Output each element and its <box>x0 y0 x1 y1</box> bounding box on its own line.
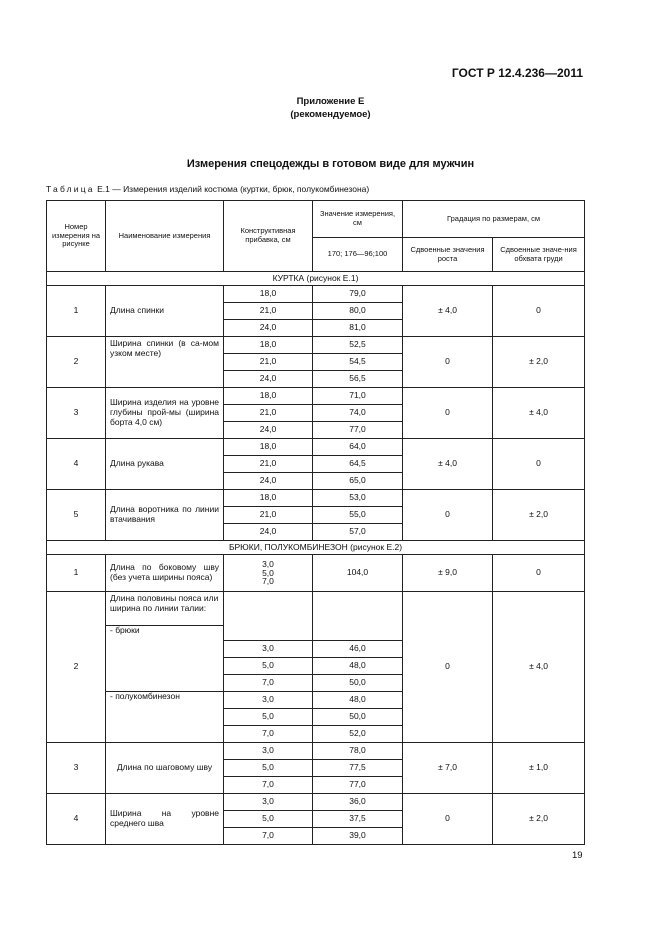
grad-chest-cell: 0 <box>493 439 585 490</box>
value-cell: 74,0 <box>313 405 403 422</box>
value-cell: 78,0 <box>313 743 403 760</box>
row-number: 5 <box>47 490 106 541</box>
header-value: Значение измерения, см <box>313 201 403 238</box>
allowance-cell: 18,0 <box>224 286 313 303</box>
value-cell: 50,0 <box>313 709 403 726</box>
allowance-value: 5,0 <box>262 567 274 578</box>
document-standard-number: ГОСТ Р 12.4.236—2011 <box>451 66 583 80</box>
value-cell: 104,0 <box>313 555 403 592</box>
allowance-cell: 24,0 <box>224 320 313 337</box>
value-cell: 36,0 <box>313 794 403 811</box>
allowance-cell: 7,0 <box>224 726 313 743</box>
page-number: 19 <box>572 850 583 861</box>
value-cell: 64,0 <box>313 439 403 456</box>
row-number: 4 <box>47 794 106 845</box>
row-name: Длина спинки <box>106 286 224 337</box>
grad-height-cell: 0 <box>403 592 493 743</box>
value-cell: 53,0 <box>313 490 403 507</box>
sub-item-overalls: - полукомбинезон <box>106 692 224 743</box>
grad-chest-cell: ± 2,0 <box>493 794 585 845</box>
value-cell: 52,0 <box>313 726 403 743</box>
value-cell: 39,0 <box>313 828 403 845</box>
allowance-cell: 21,0 <box>224 303 313 320</box>
grad-height-cell: 0 <box>403 337 493 388</box>
row-number: 1 <box>47 286 106 337</box>
row-number: 4 <box>47 439 106 490</box>
allowance-cell: 24,0 <box>224 473 313 490</box>
grad-height-cell: 0 <box>403 388 493 439</box>
allowance-cell: 24,0 <box>224 422 313 439</box>
header-grad-height: Сдвоенные значения роста <box>403 238 493 272</box>
table-caption <box>46 184 369 194</box>
row-name: Ширина спинки (в са-мом узком месте) <box>106 337 224 388</box>
value-cell: 55,0 <box>313 507 403 524</box>
allowance-cell: 7,0 <box>224 777 313 794</box>
value-cell: 65,0 <box>313 473 403 490</box>
section-trousers-title: БРЮКИ, ПОЛУКОМБИНЕЗОН (рисунок Е.2) <box>47 541 585 555</box>
allowance-stack <box>224 555 313 592</box>
allowance-cell: 7,0 <box>224 675 313 692</box>
header-allowance: Конструктивная прибавка, см <box>224 201 313 272</box>
row-number: 3 <box>47 388 106 439</box>
row-name: Длина рукава <box>106 439 224 490</box>
value-cell: 54,5 <box>313 354 403 371</box>
row-name: Ширина изделия на уровне глубины прой-мы (ширина борта 4,0 см) <box>106 388 224 439</box>
grad-height-cell: ± 7,0 <box>403 743 493 794</box>
table-caption-prefix: Таблица <box>46 184 95 194</box>
measurements-table <box>46 200 585 845</box>
grad-chest-cell: ± 4,0 <box>493 592 585 743</box>
appendix-title: Приложение Е <box>296 96 365 107</box>
header-gradation: Градация по размерам, см <box>403 201 585 238</box>
value-cell: 79,0 <box>313 286 403 303</box>
allowance-cell: 5,0 <box>224 811 313 828</box>
allowance-cell: 18,0 <box>224 490 313 507</box>
allowance-cell: 7,0 <box>224 828 313 845</box>
allowance-cell: 5,0 <box>224 709 313 726</box>
allowance-cell: 24,0 <box>224 524 313 541</box>
header-value-sub: 170; 176—96;100 <box>313 238 403 272</box>
value-cell: 48,0 <box>313 658 403 675</box>
allowance-cell: 5,0 <box>224 658 313 675</box>
header-name: Наименование измерения <box>106 201 224 272</box>
grad-height-cell: 0 <box>403 490 493 541</box>
row-name: Длина половины пояса или ширина по линии талии: <box>106 592 224 626</box>
grad-chest-cell: ± 2,0 <box>493 337 585 388</box>
section-title: Измерения спецодежды в готовом виде для мужчин <box>186 158 475 170</box>
row-name: Ширина на уровне среднего шва <box>106 794 224 845</box>
allowance-cell: 18,0 <box>224 388 313 405</box>
table-caption-text: Е.1 — Измерения изделий костюма (куртки, брюк, полукомбинезона) <box>94 184 370 194</box>
grad-height-cell: ± 4,0 <box>403 439 493 490</box>
allowance-cell: 21,0 <box>224 405 313 422</box>
row-number: 2 <box>47 592 106 743</box>
header-grad-chest: Сдвоенные значе-ния обхвата груди <box>493 238 585 272</box>
grad-chest-cell: ± 2,0 <box>493 490 585 541</box>
grad-height-cell: 0 <box>403 794 493 845</box>
allowance-cell: 21,0 <box>224 354 313 371</box>
allowance-cell: 5,0 <box>224 760 313 777</box>
grad-chest-cell: 0 <box>493 555 585 592</box>
grad-height-cell: ± 4,0 <box>403 286 493 337</box>
allowance-cell: 3,0 <box>224 641 313 658</box>
value-cell: 77,0 <box>313 777 403 794</box>
allowance-value: 3,0 <box>262 558 274 569</box>
row-name: Длина воротника по линии втачивания <box>106 490 224 541</box>
allowance-value: 7,0 <box>262 576 274 587</box>
value-cell: 56,5 <box>313 371 403 388</box>
value-cell: 77,0 <box>313 422 403 439</box>
allowance-cell: 3,0 <box>224 743 313 760</box>
grad-chest-cell: 0 <box>493 286 585 337</box>
grad-chest-cell: ± 4,0 <box>493 388 585 439</box>
value-cell: 48,0 <box>313 692 403 709</box>
row-name: Длина по боковому шву (без учета ширины пояса) <box>106 555 224 592</box>
allowance-cell: 18,0 <box>224 439 313 456</box>
allowance-cell: 21,0 <box>224 456 313 473</box>
value-cell: 71,0 <box>313 388 403 405</box>
value-cell: 81,0 <box>313 320 403 337</box>
allowance-cell: 18,0 <box>224 337 313 354</box>
value-cell: 80,0 <box>313 303 403 320</box>
allowance-cell: 24,0 <box>224 371 313 388</box>
section-jacket-title: КУРТКА (рисунок Е.1) <box>47 272 585 286</box>
grad-height-cell: ± 9,0 <box>403 555 493 592</box>
row-number: 1 <box>47 555 106 592</box>
value-cell: 57,0 <box>313 524 403 541</box>
header-number: Номер измерения на рисунке <box>47 201 106 272</box>
value-cell: 50,0 <box>313 675 403 692</box>
value-cell: 64,5 <box>313 456 403 473</box>
row-number: 3 <box>47 743 106 794</box>
value-cell: 46,0 <box>313 641 403 658</box>
appendix-subtitle: (рекомендуемое) <box>290 109 371 120</box>
allowance-cell: 3,0 <box>224 794 313 811</box>
grad-chest-cell: ± 1,0 <box>493 743 585 794</box>
row-name: Длина по шаговому шву <box>106 743 224 794</box>
allowance-cell: 21,0 <box>224 507 313 524</box>
allowance-cell: 3,0 <box>224 692 313 709</box>
value-cell: 37,5 <box>313 811 403 828</box>
value-cell: 77,5 <box>313 760 403 777</box>
sub-item-trousers: - брюки <box>106 626 224 692</box>
row-number: 2 <box>47 337 106 388</box>
value-cell: 52,5 <box>313 337 403 354</box>
